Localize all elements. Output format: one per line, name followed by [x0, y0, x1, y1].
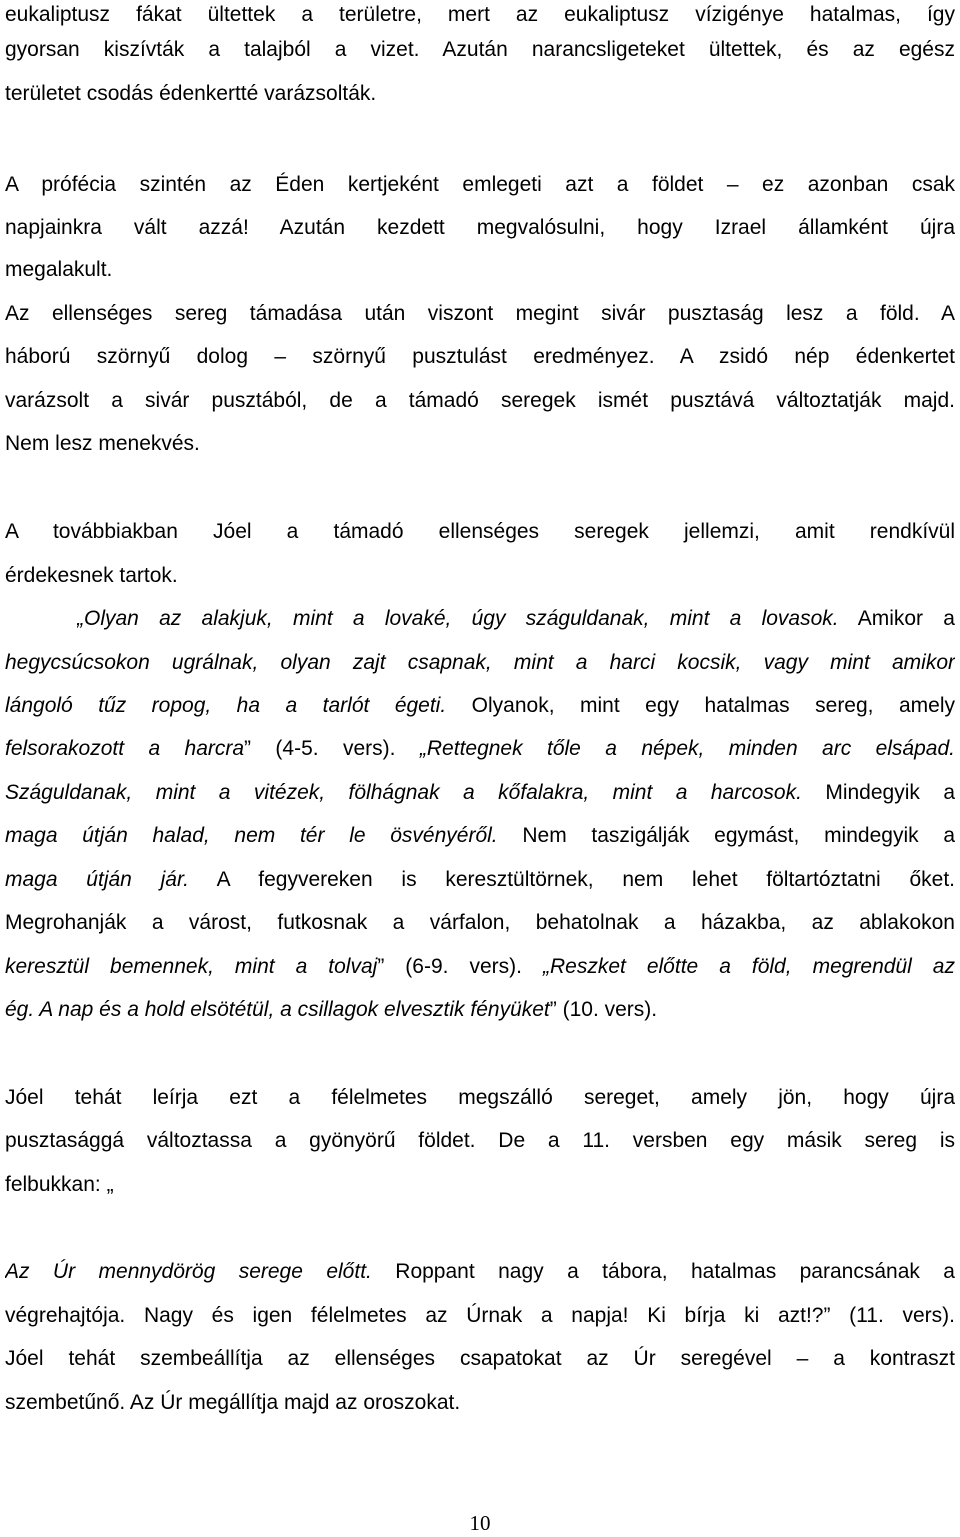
page-number: 10: [469, 1511, 491, 1535]
text-line: [5, 952, 955, 982]
body-text: ” (11. vers).: [823, 1304, 955, 1327]
text-line: [5, 778, 955, 808]
body-text: A prófécia szintén az Éden kertjeként emlegeti azt a földet – ez azonban csak: [5, 173, 955, 196]
text-line: [5, 170, 955, 200]
body-text: A fegyvereken is keresztültörnek, nem lehet föltartóztatni őket.: [189, 868, 955, 891]
body-text: gyorsan kiszívták a talajból a vizet. Azután narancsligeteket ültettek, és az egész: [5, 38, 955, 61]
quoted-text: maga útján halad, nem tér le ösvényéről.: [5, 824, 498, 847]
body-text: pusztasággá változtassa a gyönyörű földet. De a 11. versben egy másik sereg is: [5, 1129, 955, 1152]
body-text: Jóel tehát szembeállítja az ellenséges csapatokat az Úr seregével – a kontraszt: [5, 1347, 955, 1370]
text-line: [5, 1301, 955, 1331]
text-line: [5, 691, 955, 721]
quoted-text: hegycsúcsokon ugrálnak, olyan zajt csapnak, mint a harci kocsik, vagy mint amikor: [5, 651, 955, 674]
text-line: [5, 299, 955, 329]
body-text: területet csodás édenkertté varázsolták.: [5, 82, 377, 105]
body-text: Az ellenséges sereg támadása után viszont megint sivár pusztaság lesz a föld. A: [5, 302, 955, 325]
body-text: megalakult.: [5, 258, 113, 281]
text-line: [77, 604, 955, 634]
body-text: Jóel tehát leírja ezt a félelmetes megszálló sereget, amely jön, hogy újra: [5, 1086, 955, 1109]
body-text: Nem taszigálják egymást, mindegyik a: [497, 824, 955, 847]
body-text: szembetűnő. Az Úr megállítja majd az oroszokat.: [5, 1391, 461, 1414]
quoted-text: maga útján jár.: [5, 868, 190, 891]
text-line: [5, 1344, 955, 1374]
text-line: [5, 821, 955, 851]
body-text: Nem lesz menekvés.: [5, 432, 200, 455]
text-line: [5, 1083, 955, 1113]
body-text: felbukkan: „: [5, 1173, 114, 1196]
text-line: [5, 1170, 955, 1200]
quoted-text: keresztül bemennek, mint a tolvaj: [5, 955, 378, 978]
text-line: [5, 1126, 955, 1156]
body-text: Olyanok, mint egy hatalmas sereg, amely: [446, 694, 955, 717]
quoted-text: felsorakozott a harcra: [5, 737, 245, 760]
text-line: [5, 1257, 955, 1287]
text-line: [5, 908, 955, 938]
text-line: [5, 1388, 955, 1418]
text-line: [5, 865, 955, 895]
text-line: [5, 561, 955, 591]
text-line: [5, 213, 955, 243]
body-text: végrehajtója. Nagy és igen félelmetes az Úrnak a napja! Ki bírja ki azt!?: [5, 1304, 824, 1327]
text-line: [5, 0, 955, 30]
quoted-text: „Reszket előtte a föld, megrendül az: [542, 955, 955, 978]
body-text: ” (10. vers).: [549, 998, 658, 1021]
body-text: Mindegyik a: [801, 781, 955, 804]
quoted-text: „Rettegnek tőle a népek, minden arc elsápad.: [419, 737, 955, 760]
text-line: [5, 255, 955, 285]
text-line: [5, 342, 955, 372]
quoted-text: „Olyan az alakjuk, mint a lovaké, úgy száguldanak, mint a lovasok.: [77, 607, 839, 630]
body-text: ” (4-5. vers).: [244, 737, 420, 760]
text-line: [5, 648, 955, 678]
body-text: háború szörnyű dolog – szörnyű pusztulást eredményez. A zsidó nép édenkertet: [5, 345, 955, 368]
text-line: [5, 79, 955, 109]
body-text: Roppant nagy a tábora, hatalmas parancsának a: [371, 1260, 955, 1283]
quoted-text: Az Úr mennydörög serege előtt.: [5, 1260, 372, 1283]
body-text: eukaliptusz fákat ültettek a területre, mert az eukaliptusz vízigénye hatalmas, így: [5, 3, 955, 26]
body-text: Amikor a: [838, 607, 955, 630]
text-line: [5, 35, 955, 65]
body-text: érdekesnek tartok.: [5, 564, 178, 587]
body-text: varázsolt a sivár pusztából, de a támadó seregek ismét pusztává változtatják majd.: [5, 389, 955, 412]
body-text: Megrohanják a várost, futkosnak a várfalon, behatolnak a házakba, az ablakokon: [5, 911, 955, 934]
text-line: [5, 995, 955, 1025]
body-text: napjainkra vált azzá! Azután kezdett megvalósulni, hogy Izrael államként újra: [5, 216, 955, 239]
quoted-text: Száguldanak, mint a vitézek, fölhágnak a kőfalakra, mint a harcosok.: [5, 781, 802, 804]
body-text: A továbbiakban Jóel a támadó ellenséges seregek jellemzi, amit rendkívül: [5, 520, 955, 543]
body-text: ” (6-9. vers).: [377, 955, 543, 978]
quoted-text: lángoló tűz ropog, ha a tarlót égeti.: [5, 694, 447, 717]
text-line: [5, 386, 955, 416]
quoted-text: ég. A nap és a hold elsötétül, a csillagok elvesztik fényüket: [5, 998, 550, 1021]
text-line: [5, 429, 955, 459]
text-line: [5, 517, 955, 547]
text-line: [5, 734, 955, 764]
